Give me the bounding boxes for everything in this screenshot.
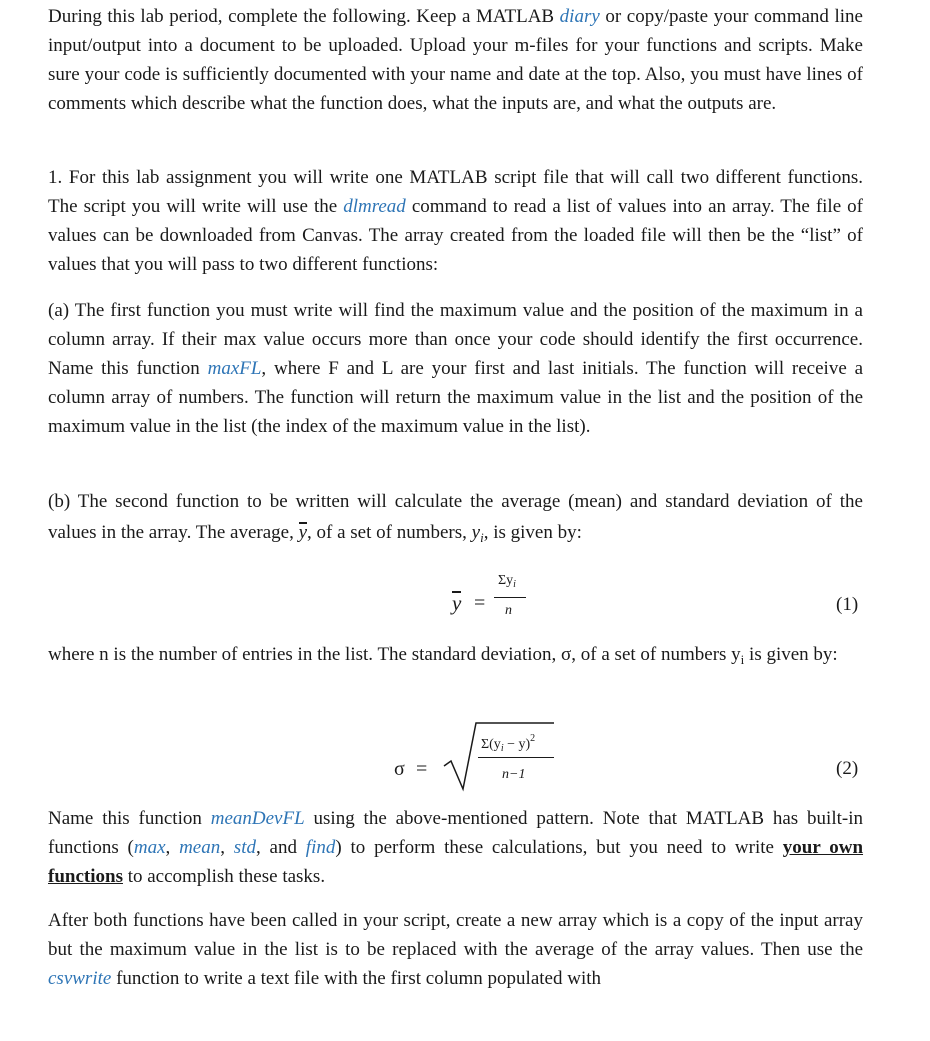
yi-subscript: i xyxy=(480,530,484,545)
eq2-numerator-a: Σ(y xyxy=(481,737,501,752)
dlmread-keyword: dlmread xyxy=(343,196,406,217)
meandevfl-keyword: meanDevFL xyxy=(210,808,305,829)
mean-keyword: mean xyxy=(179,837,221,858)
part-a-paragraph xyxy=(48,296,863,441)
eq2-numerator xyxy=(481,733,535,754)
yi-symbol: y xyxy=(471,522,481,543)
after-text: After both functions have been called in your script, create a new array which is a copy of the input array but the maximum value in the list is to be replaced with the average of the array values. Then use the xyxy=(48,910,863,960)
where-paragraph xyxy=(48,640,863,674)
part-b-text: (b) The second function to be written will calculate the average (mean) and standard deviation of the values in the array. The average, xyxy=(48,491,863,543)
where-text-cont: is given by: xyxy=(744,644,838,665)
eq2-numerator-b: − y) xyxy=(503,737,531,752)
item-1-text: 1. For this lab assignment you will write one MATLAB script file that will call two different functions. The script you will write will use the xyxy=(48,167,863,217)
ybar-symbol: y xyxy=(298,522,308,543)
eq2-number: (2) xyxy=(836,758,859,779)
eq1-numerator xyxy=(498,573,516,590)
eq2-denominator: n−1 xyxy=(502,767,526,782)
own-functions-emphasis: your own functions xyxy=(48,837,864,887)
part-b-text-cont: , of a set of numbers, xyxy=(307,522,472,543)
part-b-text-end: , is given by: xyxy=(483,522,582,543)
intro-text-cont: or copy/paste your command line input/output into a document to be uploaded. Upload your m-files for your functions and scripts. Make sure your code is sufficiently documented with your name and date at the top. Also, you must have lines of comments which describe what the function does, what the inputs are, and what the outputs are. xyxy=(48,6,863,114)
name-fn-text-end: to accomplish these tasks. xyxy=(122,866,326,887)
find-keyword: find xyxy=(305,837,336,858)
eq1-number: (1) xyxy=(836,594,859,615)
item-1-paragraph xyxy=(48,163,863,279)
after-paragraph xyxy=(48,906,863,993)
sqrt-radical xyxy=(441,720,556,792)
item-1-text-cont: command to read a list of values into an array. The file of values can be downloaded from Canvas. The array created from the loaded file will then be the “list” of values that you will pass to two different functions: xyxy=(48,196,863,275)
eq1-numerator-sub: i xyxy=(513,579,516,590)
where-subscript: i xyxy=(740,652,745,667)
intro-paragraph xyxy=(48,2,863,118)
name-fn-text: Name this function xyxy=(48,808,211,829)
eq2-fraction-bar xyxy=(478,757,554,758)
part-b-paragraph xyxy=(48,486,863,553)
eq2-sigma: σ xyxy=(394,758,405,780)
eq2-equals: = xyxy=(416,758,428,780)
eq1-numerator-text: Σy xyxy=(498,573,514,588)
where-text: where n is the number of entries in the list. The standard deviation, σ, of a set of numbers y xyxy=(48,644,741,665)
intro-text: During this lab period, complete the following. Keep a MATLAB xyxy=(48,6,560,27)
after-text-cont: function to write a text file with the first column populated with xyxy=(111,968,601,989)
max-keyword: max xyxy=(133,837,166,858)
name-function-paragraph: Name this function meanDevFL using the above-mentioned pattern. Note that MATLAB has built-in functions (max, mean, std, and find) to perform these calculations, but you need to write your own functions to accomplish these tasks. xyxy=(48,808,864,887)
eq2-numerator-sub: i xyxy=(500,743,504,754)
diary-keyword: diary xyxy=(559,6,600,27)
name-fn-text-cont: using the above-mentioned pattern. Note that MATLAB has built-in functions ( xyxy=(48,808,864,858)
eq1-equals: = xyxy=(474,592,486,614)
part-a-text-cont: , where F and L are your first and last initials. The function will receive a column array of numbers. The function will return the maximum value in the list and the position of the maximum value in the list (the index of the maximum value in the list). xyxy=(48,358,863,437)
std-keyword: std xyxy=(233,837,256,858)
name-fn-text-mid: ) to perform these calculations, but you need to write xyxy=(335,837,783,858)
eq1-ybar: y xyxy=(452,591,462,615)
part-a-text: (a) The first function you must write will find the maximum value and the position of the maximum in a column array. If their max value occurs more than once your code should identify the first occurrence. Name this function xyxy=(48,300,863,379)
csvwrite-keyword: csvwrite xyxy=(48,968,112,989)
eq2-numerator-sup: 2 xyxy=(530,733,536,744)
maxfl-keyword: maxFL xyxy=(207,358,262,379)
eq1-fraction-bar xyxy=(494,597,526,598)
eq1-denominator: n xyxy=(505,603,512,618)
